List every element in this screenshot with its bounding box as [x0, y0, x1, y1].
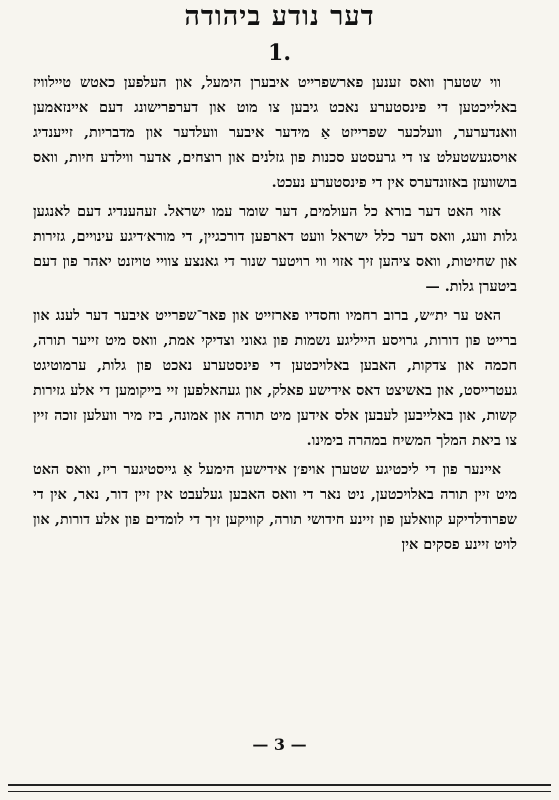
paragraph-1: ווי שטערן וואס זענען פארשפרייט איבערן הימעל, און העלפען כאטש טיילוויז באלייכטען די פינסטערע נאכט גיבען צו מוט און דערפרישונג דעם איינזאמען וואנדערער, וועלכער שפרייזט אַ מידער איבער וועלדער און מדבריות, זייענדיג אויסגעשטעלט צו די גרעסטע סכנות פון גזלנים און רוצחים, אדער ווילדע חיות, וואס בושוועזן באזונדערס אין די פינסטערע נעכט.	[33, 74, 517, 191]
paragraph-3: האט ער ית״ש, ברוב רחמיו וחסדיו פארזייט און פאר־שפרייט איבער דער לענג און ברייט פון דורות, גרויסע הייליגע נשמות פון גאוני וצדיקי אמת, וואס מיט זייער תורה, חכמה און צדקות, האבען באלויכטען די פינסטערע נאכט פון גלות, ערמוטיגט געטרייסט, און באשיצט דאס אידישע פאלק, און געהאלפען זיי בייקומען די אלע גזירות קשות, און באלייבען לעבען אלס אידען מיט תורה און אמונה, ביז מיר וועלען זוכה זיין צו ביאת המלך המשיח במהרה בימינו.	[33, 307, 517, 449]
bottom-rule	[8, 784, 551, 786]
bottom-rule-thin	[8, 791, 551, 792]
page-title: דער נודע ביהודה	[184, 1, 375, 32]
page-number: — 3 —	[252, 735, 307, 754]
chapter-number: 1.	[268, 40, 291, 66]
body-text	[33, 70, 517, 557]
paragraph-4: איינער פון די ליכטיגע שטערן אויפ׳ן אידישען הימעל אַ גייסטיגער ריז, וואס האט מיט זיין תורה באלויכטען, ניט נאר די וואס האבען געלעבט אין זיין דור, נאר, אין די שפרודלדיקע קוואלען פון זיינע חידושי תורה, קוויקען זיך די לומדים פון אלע דורות, און לויט זיינע פסקים אין	[33, 461, 517, 553]
paragraph-2: אזוי האט דער בורא כל העולמים, דער שומר עמו ישראל. זעהענדיג דעם לאנגען גלות וועג, וואס דער כלל ישראל וועט דארפען דורכגיין, די מורא׳דיגע עינויים, גזירות און שחיטות, וואס ציהען זיך אזוי ווי רויטער שנור די גאנצע צוויי טויזנט יאהר פון דעם ביטערן גלות. —	[33, 203, 517, 295]
